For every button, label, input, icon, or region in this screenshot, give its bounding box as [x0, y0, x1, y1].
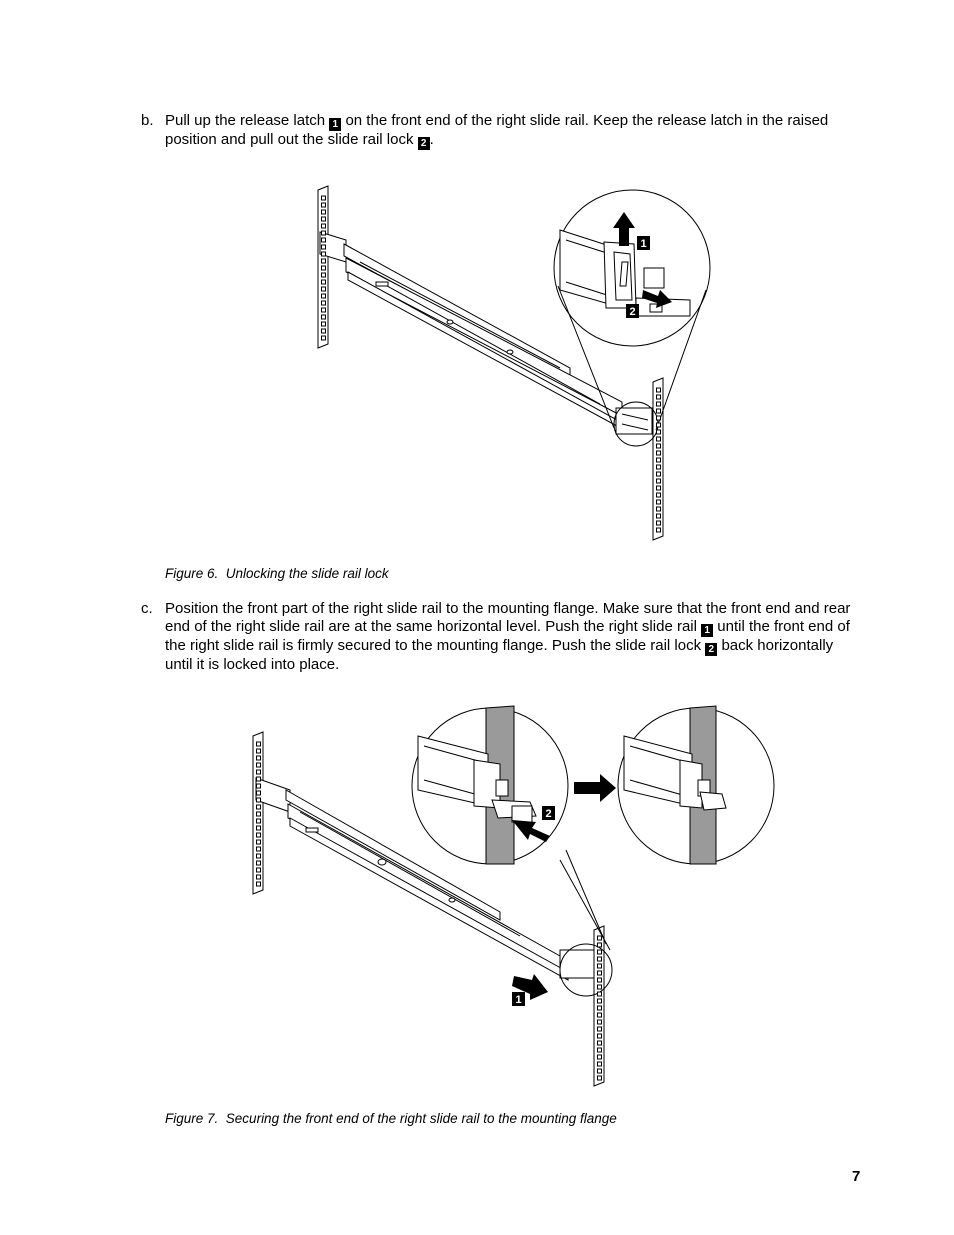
post-hole — [322, 280, 326, 284]
post-hole — [322, 210, 326, 214]
callout-2-marker — [626, 304, 639, 318]
post-hole — [657, 458, 661, 462]
post-hole — [598, 1006, 602, 1010]
post-hole — [598, 950, 602, 954]
slide-rail-7-top — [286, 790, 500, 920]
post-hole — [257, 826, 261, 830]
slide-rail-7-bottom — [290, 818, 568, 980]
caption-text: Unlocking the slide rail lock — [225, 566, 389, 581]
post-hole — [322, 336, 326, 340]
post-hole — [322, 231, 326, 235]
post-hole — [322, 273, 326, 277]
post-hole — [257, 833, 261, 837]
callout-2-label-7: 2 — [545, 808, 552, 820]
callout-badge-2: 2 — [418, 137, 430, 150]
post-hole — [598, 985, 602, 989]
post-hole — [322, 329, 326, 333]
post-hole — [322, 294, 326, 298]
post-hole — [657, 437, 661, 441]
post-hole — [257, 798, 261, 802]
post-hole — [322, 322, 326, 326]
post-hole — [657, 486, 661, 490]
post-hole — [598, 992, 602, 996]
post-hole — [657, 528, 661, 532]
post-hole — [657, 521, 661, 525]
post-hole — [257, 756, 261, 760]
post-hole — [257, 791, 261, 795]
post-hole — [322, 287, 326, 291]
post-hole — [657, 479, 661, 483]
post-hole — [657, 423, 661, 427]
post-hole — [322, 224, 326, 228]
post-hole — [257, 854, 261, 858]
post-hole — [257, 763, 261, 767]
post-hole — [598, 1020, 602, 1024]
post-hole — [257, 742, 261, 746]
post-hole — [598, 1013, 602, 1017]
post-hole — [322, 238, 326, 242]
arrow-up-icon — [613, 212, 635, 246]
post-hole — [322, 308, 326, 312]
post-hole — [257, 784, 261, 788]
callout-2-label: 2 — [629, 306, 636, 318]
step-text: until the front end of the right slide rail is firmly secured to the mounting flange. Push the slide rail lock — [165, 617, 850, 654]
figure-7-caption — [165, 1111, 617, 1126]
post-hole — [257, 812, 261, 816]
zoom-detail-after — [624, 706, 726, 864]
step-text: on the front end of the right slide rail. Keep the release latch in the raised position and pull out the slide rail lock — [165, 112, 829, 148]
post-hole — [257, 805, 261, 809]
step-letter: c. — [141, 600, 153, 617]
post-hole — [322, 245, 326, 249]
post-hole — [598, 1069, 602, 1073]
post-hole — [322, 203, 326, 207]
post-hole — [657, 402, 661, 406]
post-hole — [322, 266, 326, 270]
callout-1-marker — [637, 236, 650, 250]
post-hole — [257, 847, 261, 851]
callout-1-label-7: 1 — [515, 994, 522, 1006]
post-hole — [257, 777, 261, 781]
post-hole — [657, 416, 661, 420]
post-hole — [322, 301, 326, 305]
callout-badge-1: 1 — [329, 118, 341, 131]
callout-badge-1: 1 — [701, 624, 713, 637]
post-hole — [657, 493, 661, 497]
figure-6-caption — [165, 566, 389, 581]
step-text: Pull up the release latch — [165, 112, 326, 129]
post-hole — [598, 1062, 602, 1066]
post-hole — [322, 315, 326, 319]
post-hole — [598, 936, 602, 940]
post-hole — [657, 507, 661, 511]
post-hole — [598, 964, 602, 968]
caption-label: Figure 7. — [165, 1111, 219, 1126]
post-hole — [598, 1041, 602, 1045]
post-hole — [598, 971, 602, 975]
post-hole — [657, 444, 661, 448]
post-hole — [657, 409, 661, 413]
post-hole — [322, 259, 326, 263]
post-hole — [598, 1027, 602, 1031]
post-hole — [257, 749, 261, 753]
callout-1-marker-7 — [512, 992, 525, 1006]
post-hole — [598, 943, 602, 947]
post-hole — [257, 868, 261, 872]
step-c — [141, 600, 861, 673]
post-hole — [598, 978, 602, 982]
callout-2-marker-7 — [542, 806, 555, 820]
post-hole — [657, 500, 661, 504]
post-hole — [257, 875, 261, 879]
post-hole — [657, 395, 661, 399]
post-hole — [257, 861, 261, 865]
front-rail-end — [616, 408, 652, 434]
post-hole — [657, 514, 661, 518]
arrow-push-icon — [512, 820, 550, 842]
post-hole — [322, 252, 326, 256]
caption-text: Securing the front end of the right slide rail to the mounting flange — [225, 1111, 617, 1126]
step-body — [165, 600, 861, 673]
post-hole — [322, 217, 326, 221]
post-hole — [257, 819, 261, 823]
step-text: . — [429, 131, 434, 148]
caption-label: Figure 6. — [165, 566, 219, 581]
step-text: Position the front part of the right slide rail to the mounting flange. Make sure that the front end and rear end of the right slide rail are at the same horizontal level. Push the right slide rail — [165, 600, 851, 635]
callout-1-label: 1 — [640, 238, 647, 250]
post-hole — [257, 770, 261, 774]
step-text: back horizontally until it is locked into place. — [165, 636, 834, 673]
figure-7-illustration — [253, 706, 774, 1086]
post-hole — [598, 957, 602, 961]
post-hole — [598, 999, 602, 1003]
post-hole — [257, 882, 261, 886]
post-hole — [657, 388, 661, 392]
post-hole — [598, 1076, 602, 1080]
post-hole — [657, 472, 661, 476]
post-hole — [257, 840, 261, 844]
callout-badge-2: 2 — [705, 643, 717, 656]
step-letter: b. — [141, 112, 154, 129]
post-hole — [657, 451, 661, 455]
post-hole — [598, 1048, 602, 1052]
post-hole — [598, 1034, 602, 1038]
post-hole — [657, 465, 661, 469]
post-hole — [657, 430, 661, 434]
arrow-next-icon — [574, 774, 616, 802]
page-number: 7 — [852, 1168, 861, 1185]
post-hole — [598, 1055, 602, 1059]
post-hole — [322, 196, 326, 200]
